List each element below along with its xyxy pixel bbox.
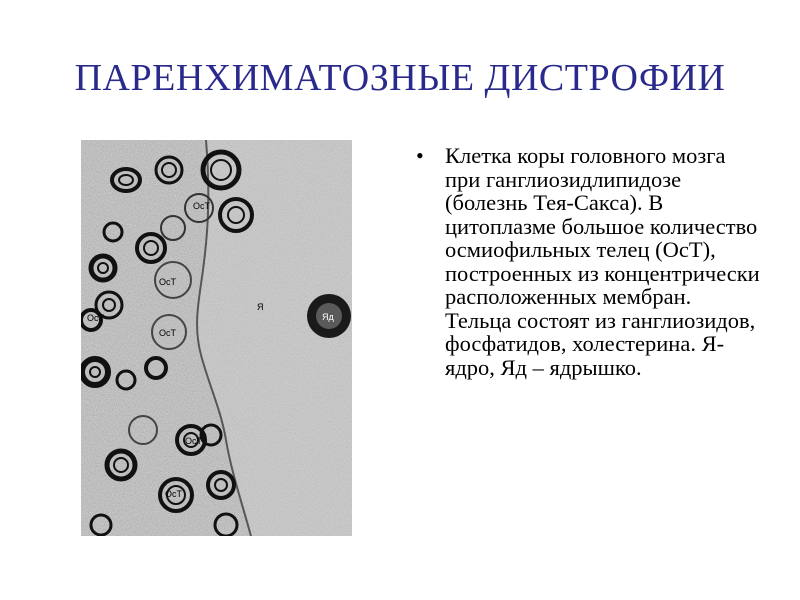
bullet-marker: •: [416, 143, 424, 168]
label-ost: ОсТ: [159, 277, 176, 287]
label-ost: ОсТ: [159, 328, 176, 338]
label-ost: ОсТ: [87, 313, 104, 323]
label-nucleus: Я: [257, 302, 264, 312]
label-ost: ОсТ: [165, 489, 182, 499]
micrograph-image: [81, 140, 352, 536]
list-item: [410, 144, 760, 379]
label-nucleolus: Яд: [322, 312, 334, 322]
bullet-text: Клетка коры головного мозга при ганглиозидлипидозе (болезнь Тея-Сакса). В цитоплазме большое количество осмиофильных телец (ОсТ), построенных из концентрически расположенных мембран. Тельца состоят из ганглиозидов, фосфатидов, холестерина. Я- ядро, Яд – ядрышко.: [445, 143, 760, 380]
label-ost: ОсТ: [193, 201, 210, 211]
label-ost: ОсТ: [185, 436, 202, 446]
electron-micrograph: [81, 140, 352, 536]
slide-title: ПАРЕНХИМАТОЗНЫЕ ДИСТРОФИИ: [74, 57, 726, 99]
description-list: [410, 144, 760, 379]
